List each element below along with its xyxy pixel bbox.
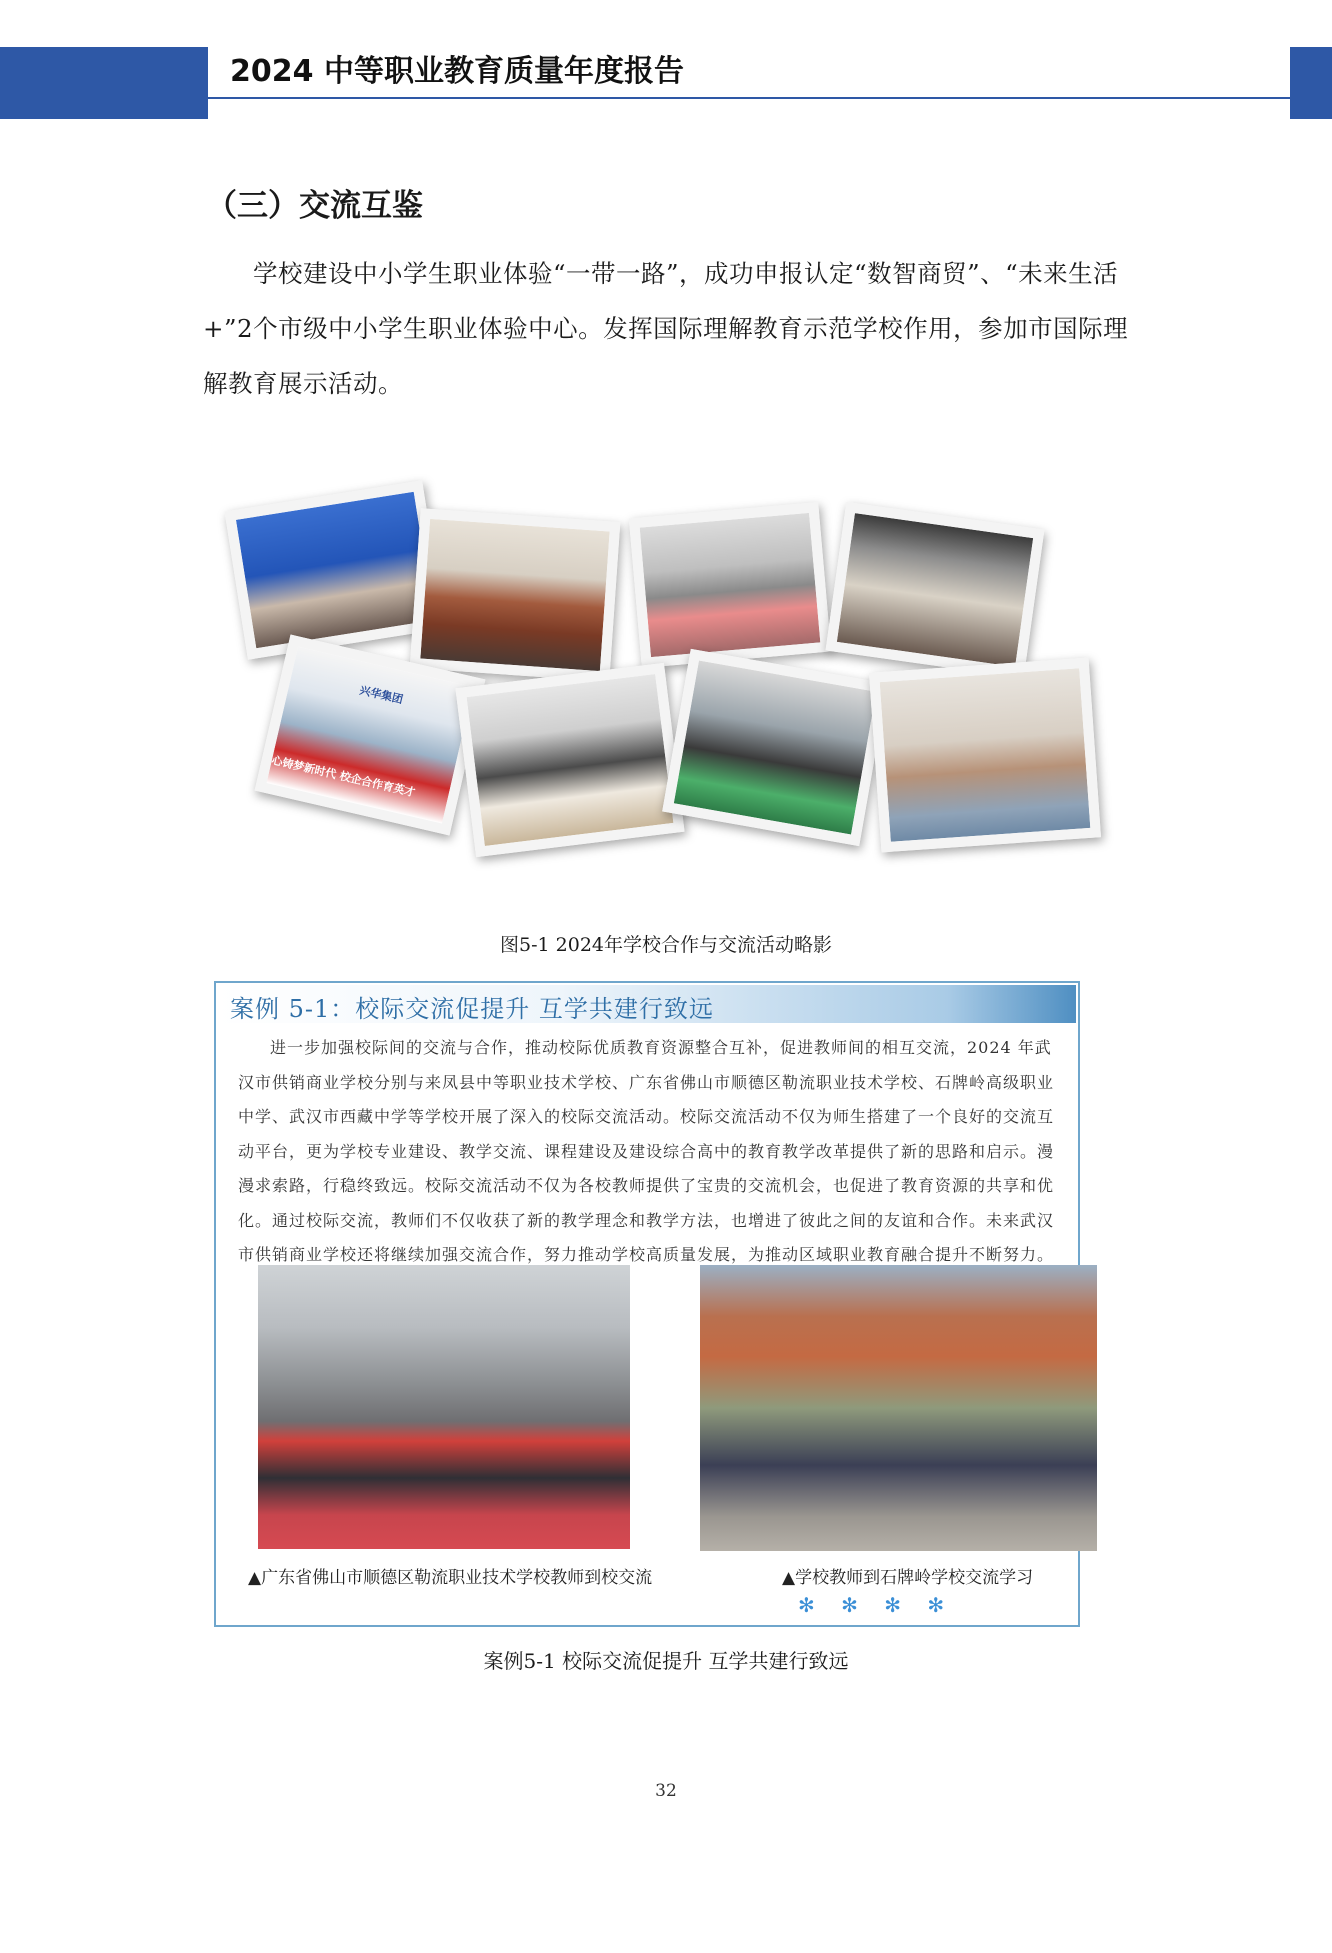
collage-photo-7 — [662, 649, 888, 846]
snowflake-decoration: ✻ ✻ ✻ ✻ — [798, 1593, 955, 1617]
section-title: （三）交流互鉴 — [206, 188, 423, 224]
case-body-text: 进一步加强校际间的交流与合作，推动校际优质教育资源整合互补，促进教师间的相互交流，2024 年武汉市供销商业学校分别与来凤县中等职业技术学校、广东省佛山市顺德区勒流职业技术学校、石牌岭高级职业中学、武汉市西藏中学等学校开展了深入的校际交流活动。校际交流活动不仅为师生搭建了一个良好的交流互动平台，更为学校专业建设、教学交流、课程建设及建设综合高中的教育教学改革提供了新的思路和启示。漫漫求索路，行稳终致远。校际交流活动不仅为各校教师提供了宝贵的交流机会，也促进了教育资源的共享和优化。通过校际交流，教师们不仅收获了新的教学理念和教学方法，也增进了彼此之间的友谊和合作。未来武汉市供销商业学校还将继续加强交流合作，努力推动学校高质量发展，为推动区域职业教育融合提升不断努力。 — [238, 1038, 1055, 1264]
case-photo-right — [700, 1265, 1097, 1551]
case-photo-left — [258, 1265, 630, 1549]
case-title: 案例 5-1：校际交流促提升 互学共建行致远 — [230, 995, 714, 1023]
header-divider — [208, 97, 1290, 99]
figure-caption: 图5-1 2024年学校合作与交流活动略影 — [500, 934, 832, 956]
photo-collage — [225, 485, 1105, 905]
case-photo-left-caption: ▲广东省佛山市顺德区勒流职业技术学校教师到校交流 — [248, 1568, 653, 1588]
collage-banner-logo: 兴华集团 — [358, 683, 405, 707]
collage-banner-text: 心铸梦新时代 校企合作育英才 — [270, 753, 417, 800]
page-number: 32 — [655, 1781, 677, 1801]
collage-photo-8 — [869, 658, 1101, 853]
report-title: 2024 中等职业教育质量年度报告 — [230, 54, 684, 89]
collage-photo-3 — [629, 502, 831, 668]
collage-photo-2 — [410, 508, 621, 682]
case-title-bar — [218, 985, 1076, 1023]
header-accent-left — [0, 47, 208, 119]
section-paragraph: 学校建设中小学生职业体验“一带一路”，成功申报认定“数智商贸”、“未来生活+”2个市级中小学生职业体验中心。发挥国际理解教育示范学校作用，参加市国际理解教育展示活动。 — [203, 259, 1129, 398]
header-accent-right — [1290, 47, 1332, 119]
case-caption: 案例5-1 校际交流促提升 互学共建行致远 — [483, 1649, 849, 1673]
collage-photo-6 — [455, 663, 684, 857]
case-study-box — [214, 981, 1080, 1627]
collage-photo-4 — [826, 502, 1045, 678]
case-photo-right-caption: ▲学校教师到石牌岭学校交流学习 — [782, 1568, 1034, 1588]
